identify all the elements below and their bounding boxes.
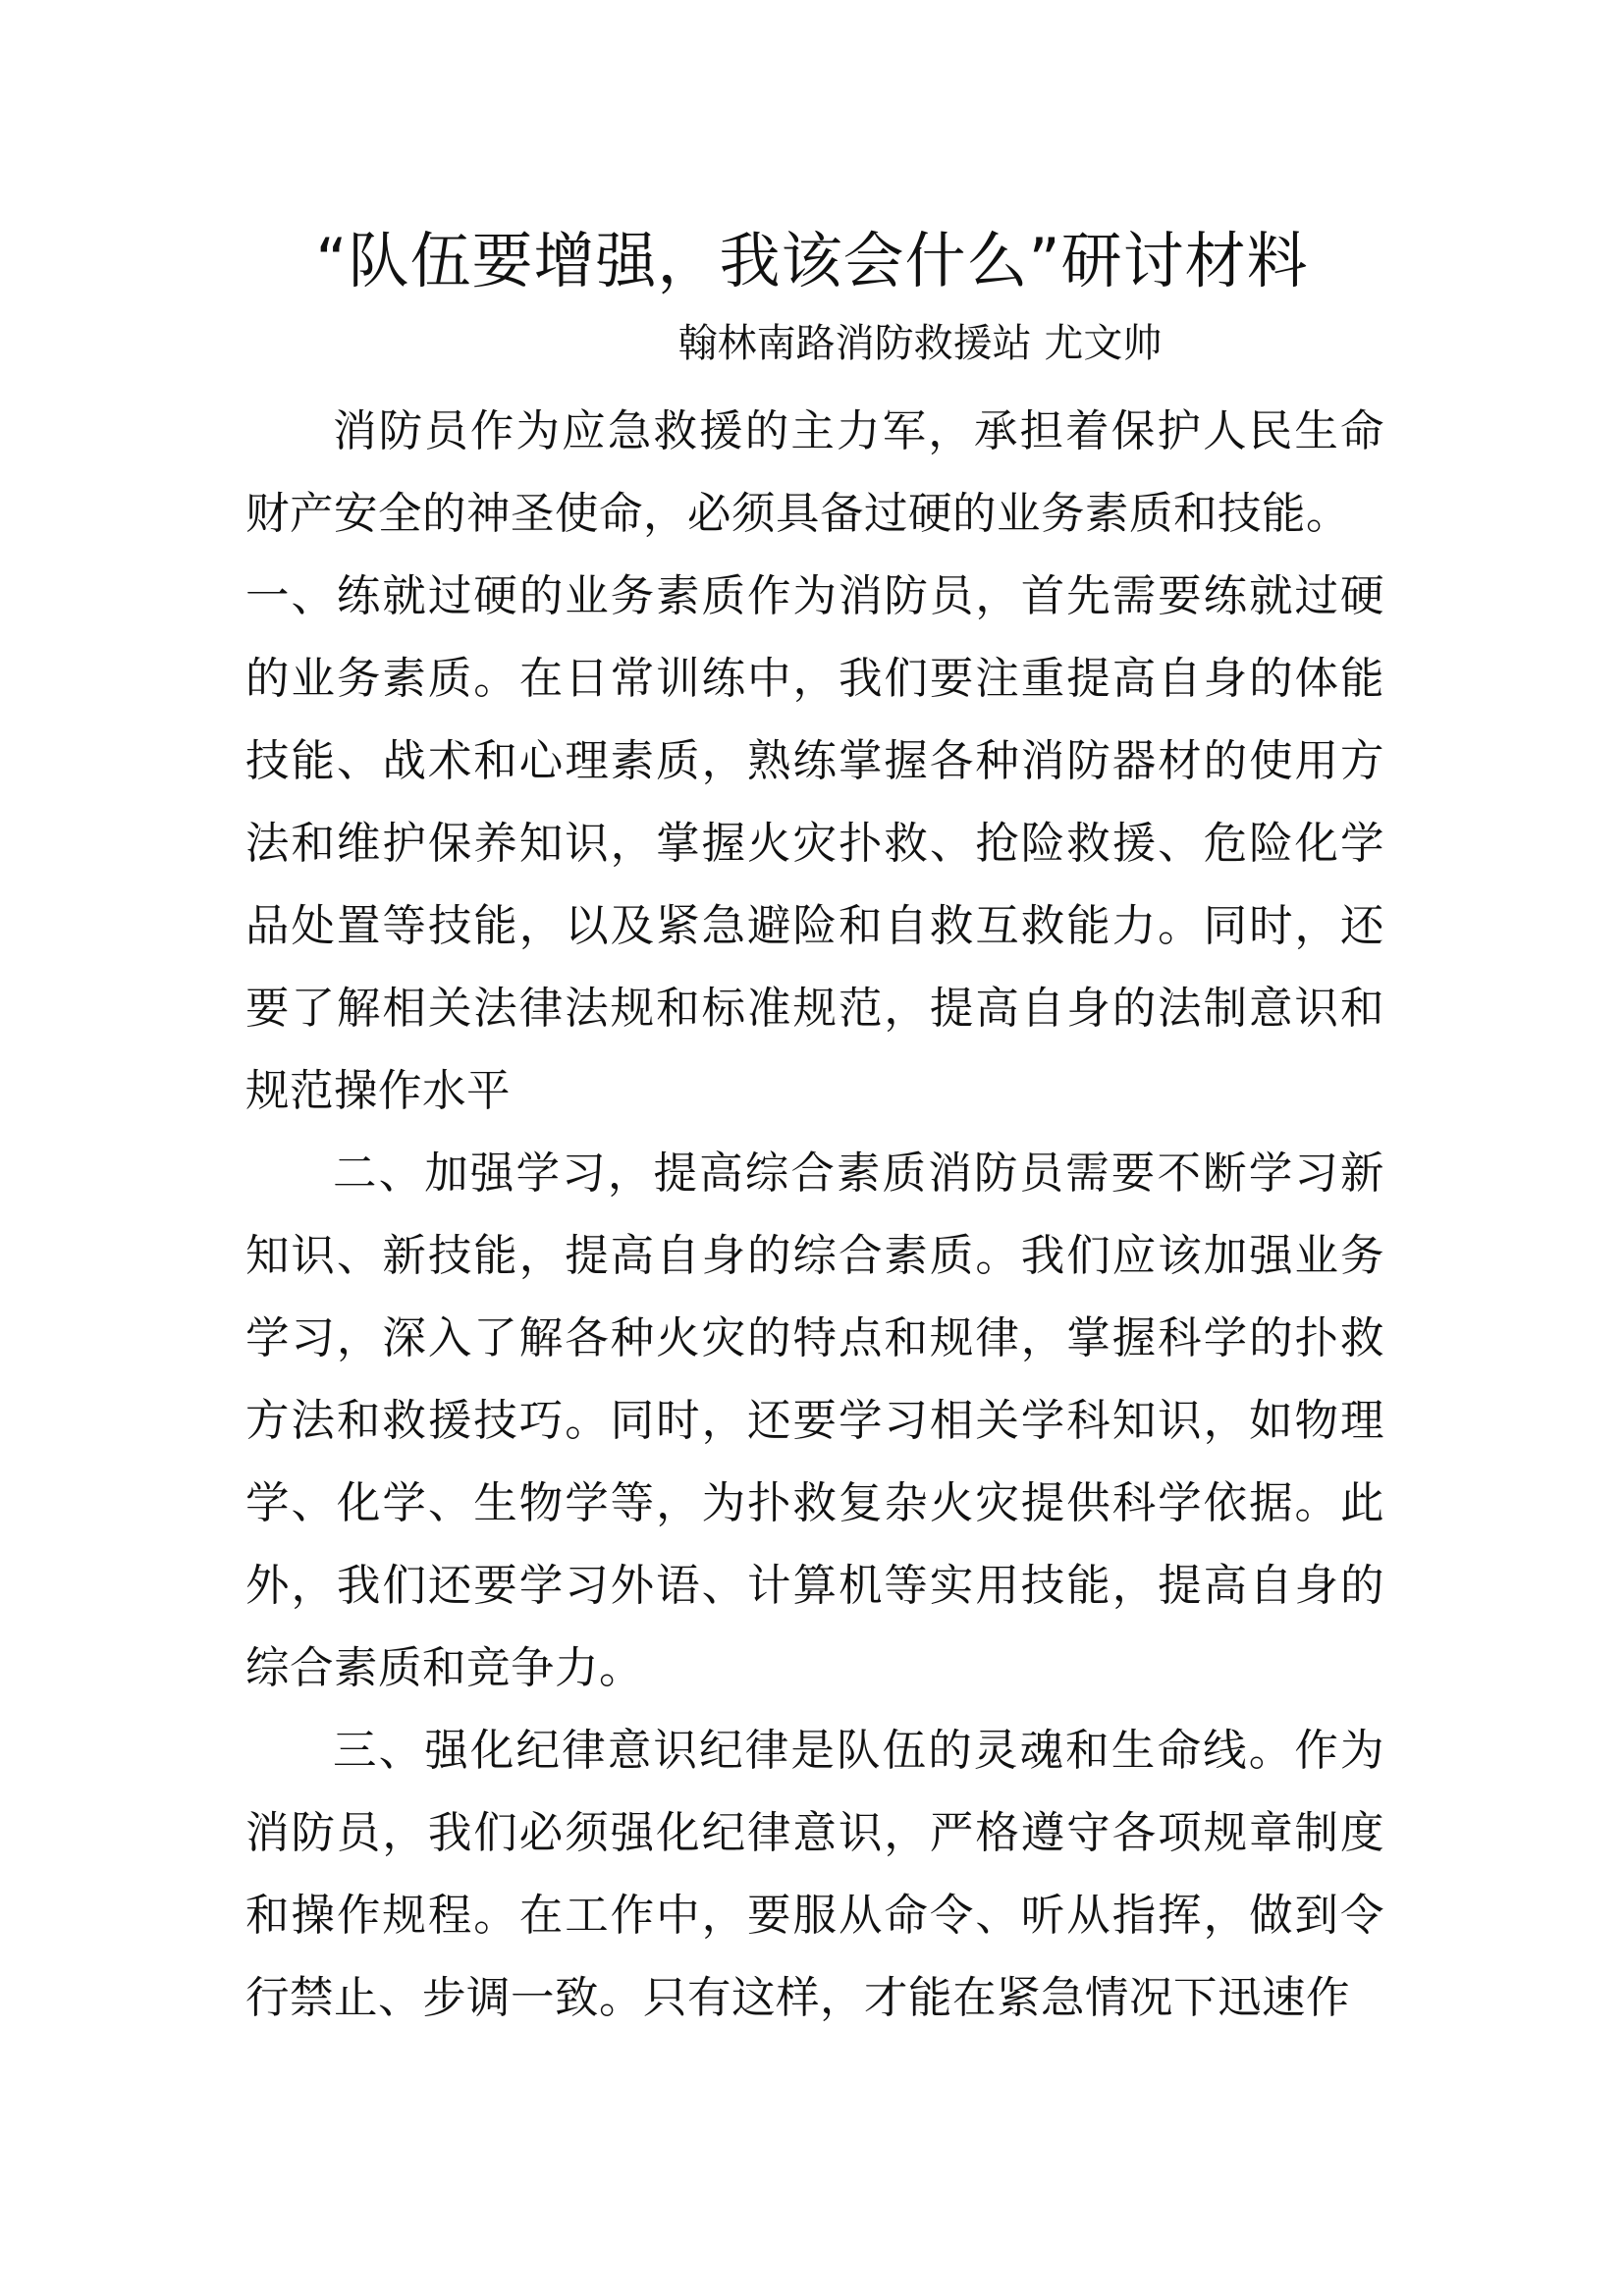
paragraph-section-2: 二、加强学习，提高综合素质消防员需要不断学习新知识、新技能，提高自身的综合素质。我们应该加强业务学习，深入了解各种火灾的特点和规律，掌握科学的扑救方法和救援技巧。同时，还要学习相关学科知识，如物理学、化学、生物学等，为扑救复杂火灾提供科学依据。此外，我们还要学习外语、计算机等实用技能，提高自身的综合素质和竞争力。 — [245, 1148, 1384, 1693]
document-title: “队伍要增强，我该会什么”研讨材料 — [315, 225, 1309, 296]
document-body — [245, 391, 1384, 2040]
author-line: 翰林南路消防救援站 尤文帅 — [677, 321, 1163, 366]
paragraph-section-3: 三、强化纪律意识纪律是队伍的灵魂和生命线。作为消防员，我们必须强化纪律意识，严格遵守各项规章制度和操作规程。在工作中，要服从命令、听从指挥，做到令行禁止、步调一致。只有这样，才能在紧急情况下迅速作 — [245, 1726, 1384, 2023]
paragraph-section-1: 一、练就过硬的业务素质作为消防员，首先需要练就过硬的业务素质。在日常训练中，我们要注重提高自身的体能技能、战术和心理素质，熟练掌握各种消防器材的使用方法和维护保养知识，掌握火灾扑救、抢险救援、危险化学品处置等技能，以及紧急避险和自救互救能力。同时，还要了解相关法律法规和标准规范，提高自身的法制意识和规范操作水平 — [245, 571, 1384, 1116]
paragraph-intro: 消防员作为应急救援的主力军，承担着保护人民生命财产安全的神圣使命，必须具备过硬的业务素质和技能。 — [245, 406, 1384, 539]
